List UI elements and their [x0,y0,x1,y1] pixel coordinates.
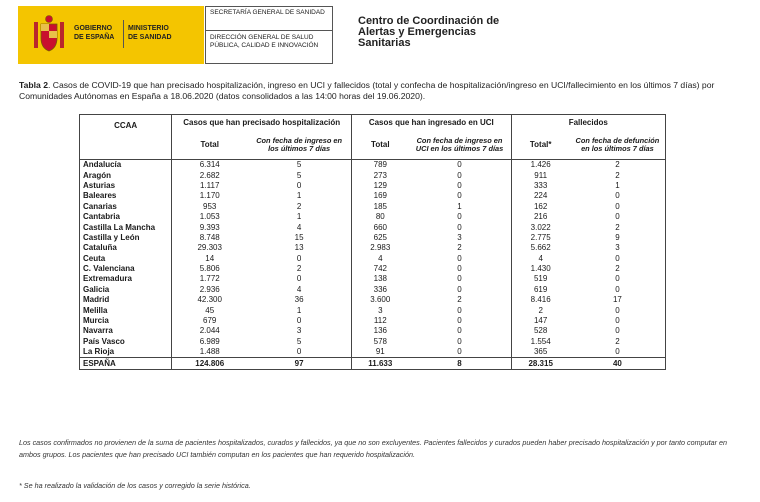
value-cell: 4 [378,253,383,263]
value-cell: 0 [570,191,666,201]
value-cell: 6.989 [199,336,220,346]
value-cell: 185 [373,201,387,211]
value-cell: 147 [533,316,548,326]
table-row [80,222,666,232]
value-cell: 0 [247,181,351,191]
value-cell: 619 [533,284,548,294]
value-cell: 8.416 [530,295,551,305]
value-cell: 15 [247,233,351,243]
table-row [80,243,666,253]
value-cell: 0 [409,274,511,284]
value-cell: 80 [375,212,385,222]
value-cell: 169 [373,191,387,201]
value-cell: 1 [247,191,351,201]
value-cell: 365 [533,347,548,357]
header-group-uci: Casos que han ingresado en UCI [352,115,511,132]
table-row [80,181,666,191]
value-cell: 0 [409,222,511,232]
value-cell: 1 [247,305,351,315]
value-cell: 0 [570,202,666,212]
value-cell: 0 [570,285,666,295]
value-cell: 97 [247,358,351,369]
direccion-box: DIRECCIÓN GENERAL DE SALUD PÚBLICA, CALIDAD E INNOVACIÓN [205,31,333,64]
table-row [80,326,666,336]
footnote-exclusion: Los casos confirmados no provienen de la suma de pacientes hospitalizados, curados y fallecidos, ya que no son excluyentes. Pacientes fallecidos y curados pueden haber precisado hospitalización y por tanto computar en ambos grupos. Los pacientes que han precisado UCI también computan en los pacientes que han requerido hospitalización. [19,438,727,459]
value-cell: 3 [570,243,666,253]
government-logo [18,6,204,64]
value-cell: 911 [534,170,548,180]
value-cell: 91 [375,347,385,357]
government-text: GOBIERNO DE ESPAÑA [74,25,115,41]
value-cell: 0 [409,170,511,180]
value-cell: 0 [409,191,511,201]
coat-of-arms-icon [32,14,66,56]
ccaa-name-cell: Asturias [80,181,172,191]
value-cell: 28.315 [511,358,570,369]
value-cell: 1.170 [199,191,220,201]
logo-divider [123,20,124,48]
value-cell: 1 [409,202,511,212]
value-cell: 519 [533,274,548,284]
value-cell: 2.936 [199,284,220,294]
value-cell: 3.022 [530,222,551,232]
value-cell: 0 [247,274,351,284]
value-cell: 1.053 [199,212,220,222]
header-hosp-7d: Con fecha de ingreso en los últimos 7 días [247,131,351,160]
value-cell: 0 [570,326,666,336]
table-row [80,285,666,295]
ccaa-name-cell: Cantabria [80,212,172,222]
value-cell: 8 [409,358,511,369]
value-cell: 2 [570,222,666,232]
header-ccaa: CCAA [80,115,172,160]
value-cell: 273 [373,170,387,180]
value-cell: 0 [409,181,511,191]
header-group-fall: Fallecidos [511,115,666,132]
value-cell: 0 [570,254,666,264]
value-cell: 0 [409,305,511,315]
value-cell: 136 [373,326,387,336]
value-cell: 0 [409,316,511,326]
ccaa-name-cell: Extremadura [80,274,172,284]
value-cell: 0 [570,274,666,284]
value-cell: 0 [247,347,351,358]
value-cell: 3 [378,305,383,315]
value-cell: 2.682 [199,170,220,180]
table-row [80,160,666,171]
ccaa-name-cell: Castilla y León [80,233,172,243]
value-cell: 2.775 [530,232,551,242]
value-cell: 5 [247,160,351,171]
value-cell: 0 [570,212,666,222]
ccaa-name-cell: Galicia [80,285,172,295]
value-cell: 1 [247,212,351,222]
value-cell: 9 [570,233,666,243]
value-cell: 2 [247,264,351,274]
header-hosp-total: Total [200,140,219,149]
value-cell: 4 [247,222,351,232]
value-cell: 0 [409,285,511,295]
value-cell: 1.430 [530,264,551,274]
value-cell: 5.662 [530,243,551,253]
value-cell: 0 [409,160,511,171]
footnote-validation: * Se ha realizado la validación de los casos y corregido la serie histórica. [19,481,251,490]
table-row [80,212,666,222]
value-cell: 2.983 [370,243,391,253]
value-cell: 0 [409,347,511,358]
ccaa-name-cell: C. Valenciana [80,264,172,274]
value-cell: 124.806 [172,358,247,369]
value-cell: 42.300 [197,295,222,305]
value-cell: 2 [570,170,666,180]
value-cell: 2 [570,337,666,347]
table-total-row [80,358,666,369]
value-cell: 0 [570,347,666,358]
value-cell: 5 [247,170,351,180]
value-cell: 1.554 [530,336,551,346]
value-cell: 2 [570,160,666,171]
table-row [80,305,666,315]
value-cell: 679 [203,316,217,326]
value-cell: 5.806 [199,264,220,274]
value-cell: 0 [409,326,511,336]
header-uci-total: Total [371,140,390,149]
value-cell: 13 [247,243,351,253]
value-cell: 4 [538,253,543,263]
value-cell: 40 [570,358,666,369]
value-cell: 0 [247,316,351,326]
value-cell: 138 [373,274,387,284]
value-cell: 2 [570,264,666,274]
ccaa-name-cell: Navarra [80,326,172,336]
ccaa-name-cell: Melilla [80,305,172,315]
ccaa-name-cell: Aragón [80,170,172,180]
ccaa-name-cell: ESPAÑA [80,358,172,369]
value-cell: 0 [570,305,666,315]
value-cell: 1.426 [511,160,570,171]
value-cell: 0 [409,264,511,274]
value-cell: 3 [247,326,351,336]
value-cell: 1.772 [199,274,220,284]
caption-label: Tabla 2 [19,80,48,90]
value-cell: 11.633 [352,358,409,369]
value-cell: 36 [247,295,351,305]
table-row [80,347,666,358]
value-cell: 29.303 [197,243,222,253]
ccaa-name-cell: Murcia [80,316,172,326]
value-cell: 112 [373,316,387,326]
value-cell: 1 [570,181,666,191]
ccaa-name-cell: Ceuta [80,254,172,264]
value-cell: 9.393 [199,222,220,232]
value-cell: 17 [570,295,666,305]
value-cell: 129 [373,180,387,190]
value-cell: 3 [409,233,511,243]
ccaa-name-cell: La Rioja [80,347,172,358]
value-cell: 578 [373,336,387,346]
value-cell: 1.117 [200,180,220,190]
ccaa-name-cell: Canarias [80,202,172,212]
ccaa-name-cell: Andalucía [80,160,172,171]
value-cell: 4 [247,285,351,295]
header-uci-7d: Con fecha de ingreso en UCI en los últimos 7 días [409,131,511,160]
value-cell: 336 [373,284,387,294]
ccaa-name-cell: Madrid [80,295,172,305]
value-cell: 2.044 [199,326,220,336]
ccaa-name-cell: Castilla La Mancha [80,222,172,232]
header-fall-total: Total* [529,140,552,149]
header-group-hosp: Casos que han precisado hospitalización [172,115,352,132]
value-cell: 789 [352,160,409,171]
value-cell: 333 [533,180,548,190]
value-cell: 8.748 [199,232,220,242]
secretaria-box: SECRETARÍA GENERAL DE SANIDAD [205,6,333,31]
value-cell: 224 [533,191,548,201]
table-row [80,191,666,201]
center-title: Centro de Coordinación de Alertas y Emergencias Sanitarias [358,15,500,49]
value-cell: 216 [533,212,548,222]
table-body [80,160,666,370]
value-cell: 0 [409,337,511,347]
value-cell: 5 [247,337,351,347]
value-cell: 162 [533,201,548,211]
value-cell: 0 [570,316,666,326]
value-cell: 45 [205,305,215,315]
value-cell: 0 [247,254,351,264]
value-cell: 660 [373,222,387,232]
table-row [80,295,666,305]
value-cell: 14 [205,253,215,263]
value-cell: 3.600 [370,295,391,305]
value-cell: 2 [247,202,351,212]
caption-text: . Casos de COVID-19 que han precisado hospitalización, ingreso en UCI y fallecidos (total y confecha de hospitalización/ingreso en UCI/fallecimiento en los últimos 7 días) por Comunidades Autónomas en España a 18.06.2020 (datos consolidados a las 14:00 horas del 19.06.2020). [19,80,715,101]
table-row [80,274,666,284]
value-cell: 0 [409,212,511,222]
value-cell: 528 [533,326,548,336]
table-row [80,316,666,326]
value-cell: 2 [409,243,511,253]
value-cell: 953 [203,201,217,211]
ministry-text: MINISTERIO DE SANIDAD [128,25,172,41]
covid-table [79,114,666,370]
value-cell: 742 [373,264,387,274]
table-row [80,233,666,243]
table-row [80,202,666,212]
value-cell: 625 [373,232,387,242]
value-cell: 2 [409,295,511,305]
table-row [80,264,666,274]
ccaa-name-cell: Cataluña [80,243,172,253]
ccaa-name-cell: Baleares [80,191,172,201]
value-cell: 6.314 [172,160,247,171]
header-fall-7d: Con fecha de defunción en los últimos 7 días [570,131,666,160]
value-cell: 0 [409,254,511,264]
value-cell: 1.488 [199,347,220,357]
table-caption [19,80,749,102]
value-cell: 2 [538,305,543,315]
table-row [80,170,666,180]
table-row [80,254,666,264]
ccaa-name-cell: País Vasco [80,337,172,347]
table-row [80,337,666,347]
